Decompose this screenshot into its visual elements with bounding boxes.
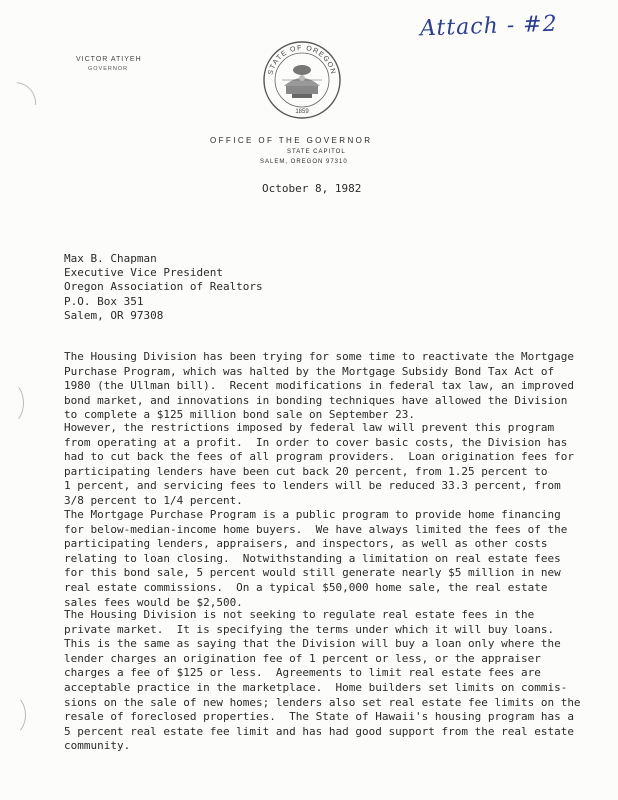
- letter-date: October 8, 1982: [262, 182, 362, 195]
- governor-name: VICTOR ATIYEH: [76, 56, 142, 63]
- text-line: participating lenders, appraisers, and inspectors, as well as other costs: [64, 537, 548, 551]
- recipient-city: Salem, OR 97308: [64, 308, 164, 322]
- text-line: 1 percent, and servicing fees to lenders will be reduced 33.3 percent, from: [64, 479, 561, 493]
- text-line: This is the same as saying that the Division will buy a loan only where the: [64, 637, 561, 651]
- office-title: OFFICE OF THE GOVERNOR: [210, 136, 373, 145]
- text-line: resale of foreclosed properties. The State of Hawaii's housing program has a: [64, 710, 574, 724]
- text-line: charges a fee of $125 or less. Agreements to limit real estate fees are: [64, 666, 541, 680]
- handwritten-note: Attach - #2: [419, 11, 559, 42]
- body-paragraph-2: [64, 421, 604, 509]
- text-line: private market. It is specifying the terms under which it will buy loans.: [64, 622, 555, 636]
- text-line: However, the restrictions imposed by federal law will prevent this program: [64, 421, 555, 434]
- text-line: relating to loan closing. Notwithstanding a limitation on real estate fees: [64, 551, 561, 565]
- recipient-title: Executive Vice President: [64, 266, 223, 280]
- office-address: SALEM, OREGON 97310: [260, 159, 348, 165]
- recipient-address: [64, 252, 263, 323]
- text-line: to complete a $125 million bond sale on September 23.: [64, 408, 415, 422]
- text-line: for below-median-income home buyers. We have always limited the fees of the: [64, 522, 568, 536]
- text-line: The Housing Division has been trying for some time to reactivate the Mortgage: [64, 350, 574, 363]
- text-line: The Mortgage Purchase Program is a public program to provide home financing: [64, 508, 561, 521]
- text-line: acceptable practice in the marketplace. Home builders set limits on commis-: [64, 680, 568, 694]
- text-line: real estate commissions. On a typical $50,000 home sale, the real estate: [64, 580, 548, 594]
- text-line: 3/8 percent to 1/4 percent.: [64, 493, 243, 507]
- recipient-organization: Oregon Association of Realtors: [64, 280, 263, 294]
- seal-year: 1859: [295, 109, 309, 115]
- text-line: had to cut back the fees of all program providers. Loan origination fees for: [64, 450, 574, 464]
- text-line: 1980 (the Ullman bill). Recent modifications in federal tax law, an improved: [64, 379, 574, 393]
- text-line: The Housing Division is not seeking to regulate real estate fees in the: [64, 608, 535, 621]
- state-seal-icon: [262, 40, 342, 120]
- recipient-po-box: P.O. Box 351: [64, 294, 144, 308]
- punch-hole-mark: [0, 382, 24, 424]
- text-line: lender charges an origination fee of 1 percent or less, or the appraiser: [64, 651, 541, 665]
- text-line: participating lenders have been cut back 20 percent, from 1.25 percent to: [64, 464, 548, 478]
- body-paragraph-1: [64, 350, 604, 423]
- text-line: from operating at a profit. In order to cover basic costs, the Division has: [64, 435, 568, 449]
- text-line: sales fees would be $2,500.: [64, 595, 243, 609]
- office-subtitle: STATE CAPITOL: [287, 149, 346, 155]
- governor-title: GOVERNOR: [88, 66, 129, 72]
- punch-hole-mark: [0, 694, 26, 736]
- body-paragraph-3: [64, 508, 604, 610]
- text-line: bond market, and innovations in bonding techniques have allowed the Division: [64, 393, 568, 407]
- text-line: for this bond sale, 5 percent would still generate nearly $5 million in new: [64, 566, 561, 580]
- punch-hole-mark: [0, 73, 45, 132]
- text-line: sions on the sale of new homes; lenders also set real estate fee limits on the: [64, 695, 581, 709]
- text-line: community.: [64, 739, 131, 753]
- text-line: Purchase Program, which was halted by the Mortgage Subsidy Bond Tax Act of: [64, 364, 555, 378]
- body-paragraph-4: [64, 608, 604, 754]
- recipient-name: Max B. Chapman: [64, 252, 157, 265]
- text-line: 5 percent real estate fee limit and has had good support from the real estate: [64, 724, 574, 738]
- seal-text: STATE OF OREGON: [267, 44, 337, 76]
